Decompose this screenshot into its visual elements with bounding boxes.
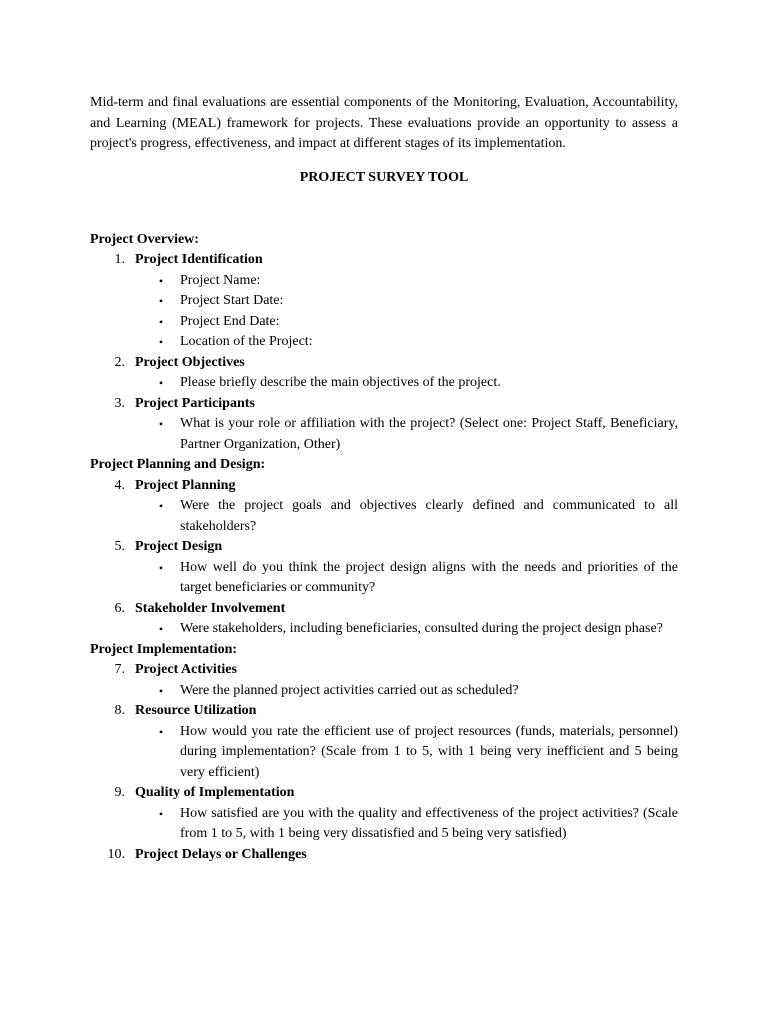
bullet-item [90,414,678,455]
survey-question-item [90,537,678,558]
item-label: Quality of Implementation [135,785,295,800]
item-number: 1. [114,252,125,267]
bullet-dot-icon: • [158,294,164,308]
survey-question-item [90,250,678,271]
bullet-dot-icon: • [158,560,164,575]
item-number: 4. [114,477,125,493]
bullet-dot-icon: • [158,417,164,431]
survey-question-item [90,701,678,722]
bullet-item [90,373,678,394]
item-number: 6. [114,600,125,616]
bullet-text: Project Name: [180,272,261,288]
item-number: 2. [114,354,125,370]
item-number: 5. [114,539,125,554]
bullet-list [90,681,678,702]
bullet-text: How well do you think the project design aligns with the needs and priorities of the target beneficiaries or community? [180,559,678,595]
bullet-item [90,722,678,784]
bullet-item [90,332,678,353]
bullet-dot-icon: • [158,499,164,513]
bullet-dot-icon: • [158,273,164,288]
item-label: Project Design [135,539,223,554]
bullet-text: Project End Date: [180,313,280,329]
bullet-list [90,558,678,599]
item-label: Project Objectives [135,354,245,370]
survey-content [90,230,678,866]
item-label: Project Activities [135,662,237,677]
bullet-list [90,414,678,455]
bullet-item [90,312,678,333]
bullet-item [90,558,678,599]
item-label: Project Planning [135,477,236,493]
page-title: PROJECT SURVEY TOOL [299,169,469,185]
item-number: 3. [114,395,125,411]
survey-question-item [90,599,678,620]
bullet-item [90,291,678,312]
bullet-item [90,681,678,702]
item-label: Project Delays or Challenges [135,846,307,862]
item-label: Project Identification [135,252,263,267]
bullet-text: What is your role or affiliation with the project? (Select one: Project Staff, Beneficiary, Partner Organization, Other) [180,416,678,452]
bullet-dot-icon: • [158,806,164,821]
bullet-text: Location of the Project: [180,334,313,349]
bullet-text: How satisfied are you with the quality and effectiveness of the project activities? (Scale from 1 to 5, with 1 being very dissatisfied and 5 being very satisfied) [180,805,678,841]
item-number: 10. [107,846,125,862]
survey-question-item [90,394,678,415]
bullet-dot-icon: • [158,376,164,390]
section-heading: Project Overview: [90,231,199,247]
bullet-dot-icon: • [158,314,164,329]
bullet-list [90,373,678,394]
bullet-dot-icon: • [158,683,164,698]
bullet-list [90,722,678,784]
bullet-dot-icon: • [158,622,164,636]
bullet-text: Were the project goals and objectives clearly defined and communicated to all stakeholders? [180,498,678,534]
bullet-list [90,496,678,537]
item-number: 8. [114,703,125,718]
bullet-item [90,496,678,537]
survey-question-item [90,783,678,804]
bullet-dot-icon: • [158,724,164,739]
bullet-list [90,271,678,353]
bullet-text: Project Start Date: [180,293,284,308]
bullet-text: How would you rate the efficient use of project resources (funds, materials, personnel) during implementation? (Scale from 1 to 5, with 1 being very inefficient and 5 being very efficient) [180,723,678,780]
intro-paragraph: Mid-term and final evaluations are essential components of the Monitoring, Evaluation, Accountability, and Learning (MEAL) framework for projects. These evaluations provide an opportunity to assess a project's progress, effectiveness, and impact at different stages of its implementation. [90,95,678,151]
item-label: Resource Utilization [135,703,257,718]
survey-question-item [90,660,678,681]
item-number: 7. [114,662,125,677]
item-number: 9. [114,785,125,800]
bullet-text: Please briefly describe the main objectives of the project. [180,375,501,390]
bullet-item [90,804,678,845]
survey-question-item [90,476,678,497]
bullet-item [90,271,678,292]
bullet-list [90,804,678,845]
bullet-item [90,619,678,640]
item-label: Stakeholder Involvement [135,600,286,616]
section-heading: Project Implementation: [90,641,238,657]
item-label: Project Participants [135,395,255,411]
bullet-text: Were stakeholders, including beneficiaries, consulted during the project design phase? [180,621,663,636]
section-heading: Project Planning and Design: [90,457,266,472]
survey-question-item [90,353,678,374]
bullet-dot-icon: • [158,335,164,349]
bullet-text: Were the planned project activities carried out as scheduled? [180,682,519,698]
bullet-list [90,619,678,640]
survey-question-item [90,845,678,866]
